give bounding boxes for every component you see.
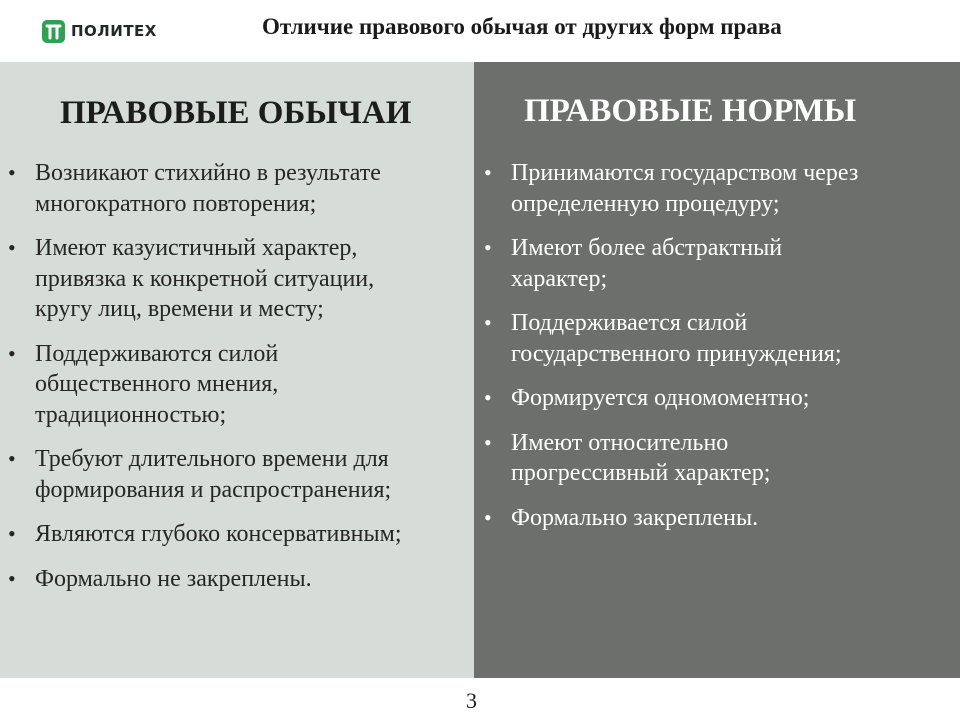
list-item-text: Имеют относительно прогрессивный характер; [511,429,771,486]
bullet-icon: • [8,521,16,546]
bullet-icon: • [484,235,492,260]
list-item-text: Поддерживаются силой общественного мнения, традиционностью; [35,340,279,428]
polytech-logo-icon [42,20,65,43]
list-item [484,308,954,369]
right-column-legal-norms [474,62,960,678]
list-item [8,158,470,219]
list-item [484,233,954,294]
legal-norms-list [484,158,954,547]
bullet-icon: • [484,385,492,410]
bullet-icon: • [8,565,16,591]
list-item [8,564,470,595]
logo-text: ПОЛИТЕХ [71,22,157,40]
list-item [484,383,954,414]
bullet-icon: • [484,429,492,455]
bullet-icon: • [8,235,16,260]
list-item [484,503,954,534]
bullet-icon: • [8,160,16,185]
list-item-text: Возникают стихийно в результате многократного повторения; [35,160,381,217]
list-item-text: Имеют казуистичный характер, привязка к конкретной ситуации, кругу лиц, времени и месту; [35,235,375,322]
list-item [8,339,470,431]
left-column-heading: ПРАВОВЫЕ ОБЫЧАИ [60,95,412,131]
bullet-icon: • [484,160,492,185]
bullet-icon: • [8,446,16,471]
slide-title: Отличие правового обычая от других форм права [262,14,782,39]
list-item-text: Принимаются государством через определенную процедуру; [511,160,859,217]
list-item [8,519,470,550]
right-column-heading: ПРАВОВЫЕ НОРМЫ [524,93,857,129]
left-column-legal-customs [0,62,474,678]
slide-header [0,0,960,62]
bullet-icon: • [484,504,492,530]
polytech-logo [42,17,157,45]
list-item-text: Являются глубоко консервативным; [35,521,402,547]
list-item-text: Формально не закреплены. [35,565,312,592]
list-item-text: Имеют более абстрактный характер; [511,235,783,292]
list-item-text: Требуют длительного времени для формирования и распространения; [35,446,392,503]
legal-customs-list [8,158,470,608]
bullet-icon: • [8,340,16,366]
list-item [484,428,954,489]
page-number: 3 [466,688,477,713]
list-item [484,158,954,219]
list-item [8,444,470,505]
list-item-text: Формируется одномоментно; [511,385,810,411]
list-item-text: Поддерживается силой государственного принуждения; [511,310,842,367]
list-item [8,233,470,325]
bullet-icon: • [484,310,492,335]
list-item-text: Формально закреплены. [511,504,759,531]
